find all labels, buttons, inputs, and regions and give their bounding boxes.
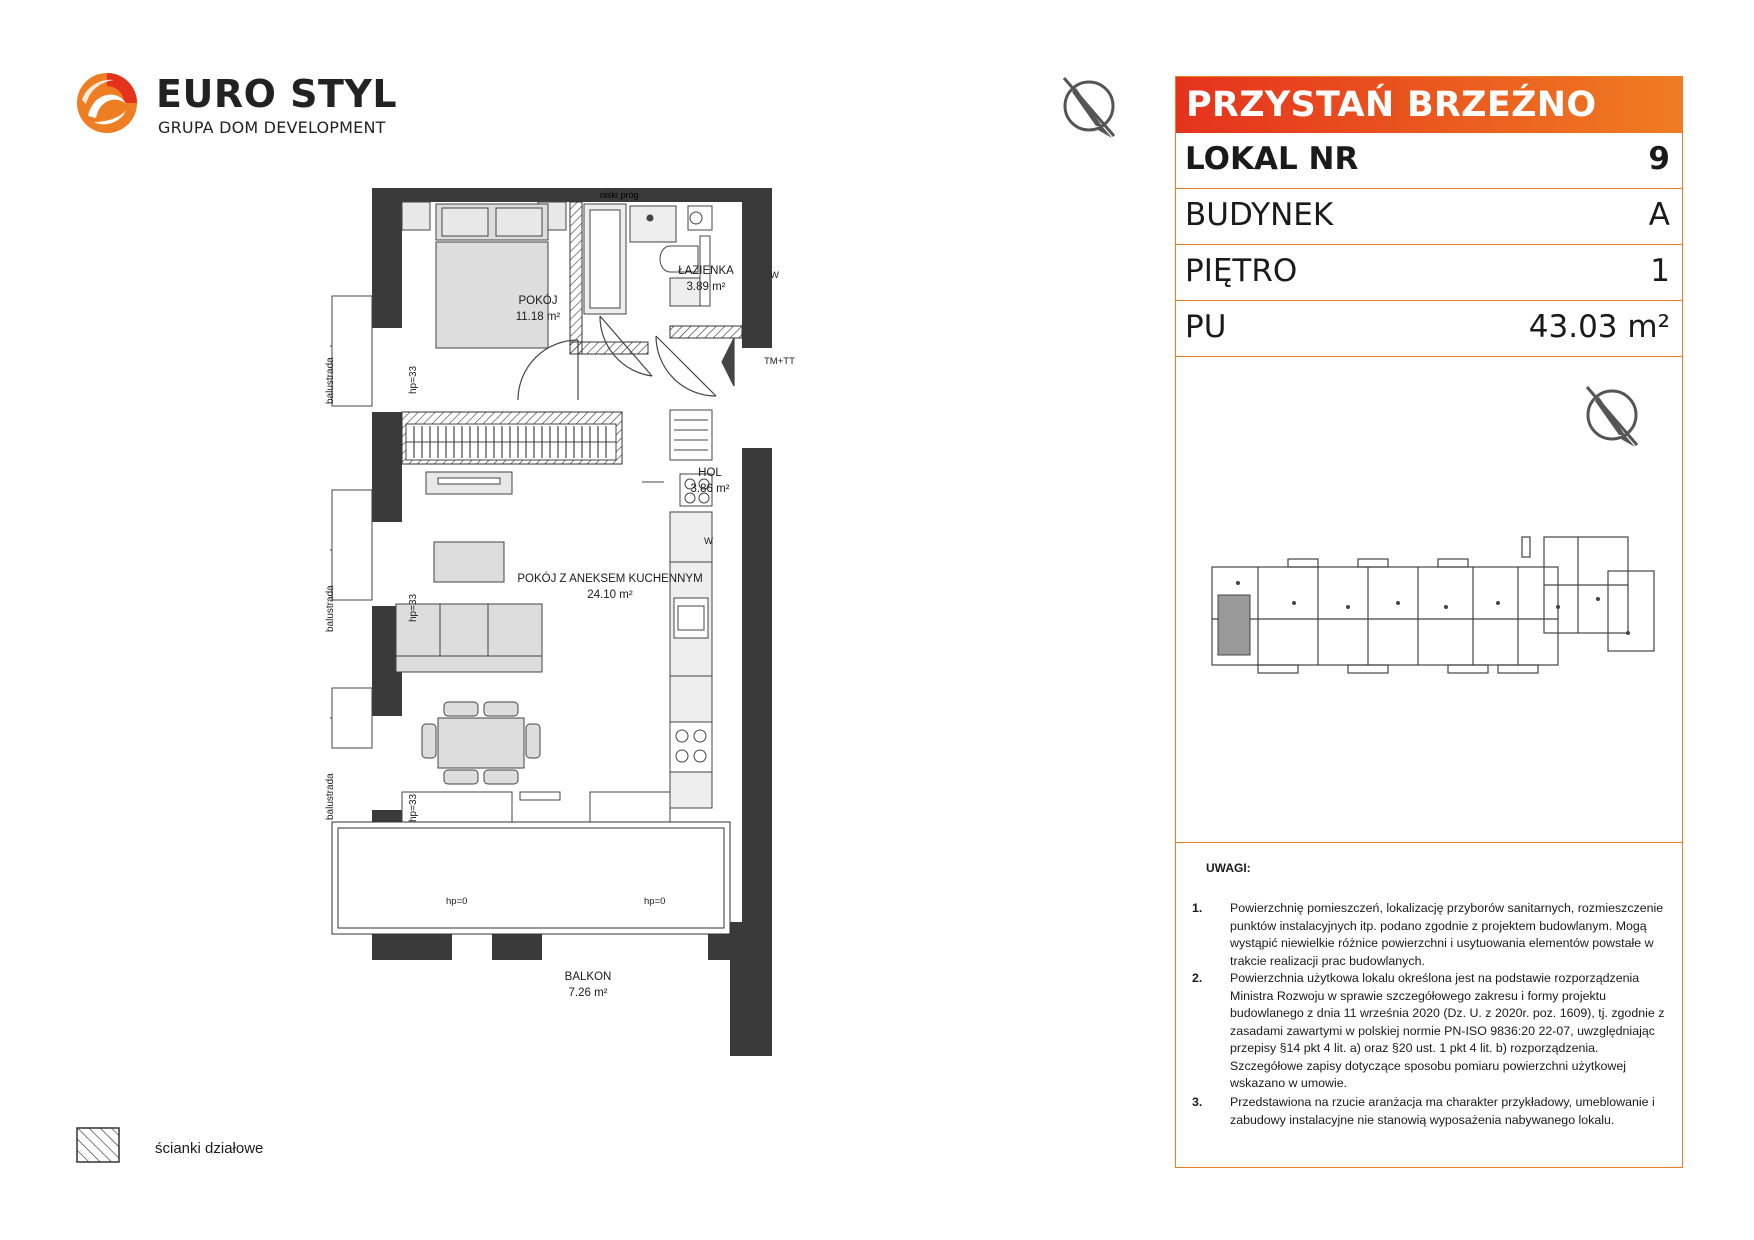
info-label: LOKAL NR	[1185, 141, 1359, 177]
room-area-lazienka: 3.89 m²	[686, 281, 726, 293]
note-number: 2.	[1192, 971, 1203, 985]
hp33-label-1: hp=33	[408, 365, 419, 394]
info-label: PIĘTRO	[1185, 253, 1298, 289]
room-name-pokoj: POKÓJ	[518, 295, 558, 307]
room-name-hol: HOL	[698, 467, 722, 479]
bed	[402, 202, 566, 348]
note-number: 1.	[1192, 901, 1203, 915]
info-row-budynek	[1176, 189, 1682, 245]
info-row-lokal	[1176, 133, 1682, 189]
living-furniture	[396, 472, 542, 784]
north-arrow-compass-icon	[1581, 379, 1643, 451]
info-value: 1	[1650, 253, 1670, 289]
brand-logo	[74, 70, 398, 140]
notes-title: UWAGI:	[1206, 861, 1251, 875]
hp33-label-2: hp=33	[408, 593, 419, 622]
info-row-pietro	[1176, 245, 1682, 301]
floor-plan	[330, 186, 830, 1056]
hp33-label-3: hp=33	[408, 793, 419, 822]
brand-tagline: GRUPA DOM DEVELOPMENT	[158, 118, 386, 137]
room-name-salon: POKÓJ Z ANEKSEM KUCHENNYM	[517, 573, 703, 585]
room-name-balkon: BALKON	[564, 971, 612, 983]
balustrada-label-2: balustrada	[325, 585, 336, 632]
info-divider	[1176, 842, 1682, 843]
note-text: Powierzchnię pomieszczeń, lokalizację przyborów sanitarnych, rozmieszczenie punktów instalacyjnych itp. podano zgodnie z projektem budowlanym. Mogą wystąpić niewielkie różnice powierzchni i usytuowania elementów powstałe w trakcie realizacji prac budowlanych.	[1230, 901, 1664, 968]
investment-name: PRZYSTAŃ BRZEŹNO	[1186, 85, 1597, 125]
note-number: 3.	[1192, 1095, 1203, 1109]
hp0-label-1: hp=0	[446, 896, 468, 907]
balustrada-label-3: balustrada	[325, 773, 336, 820]
info-value: 9	[1648, 141, 1670, 177]
legend-label: ścianki działowe	[155, 1140, 264, 1157]
w-label-hall: W	[704, 536, 713, 547]
note-text: Przedstawiona na rzucie aranżacja ma charakter przykładowy, umeblowanie i zabudowy instalacyjne nie stanowią wyposażenia nabywanego lokalu.	[1230, 1095, 1655, 1127]
tm-tt-label: TM+TT	[764, 356, 795, 367]
kitchen-counter	[670, 512, 712, 808]
room-area-pokoj: 11.18 m²	[515, 311, 561, 323]
room-area-balkon: 7.26 m²	[568, 987, 608, 999]
info-label: BUDYNEK	[1185, 197, 1334, 233]
wardrobe	[406, 424, 616, 460]
hp0-label-2: hp=0	[644, 896, 666, 907]
room-area-hol: 3.86 m²	[690, 483, 730, 495]
highlighted-unit	[1218, 595, 1250, 655]
balcony	[332, 822, 730, 934]
euro-styl-swirl-logo-icon	[74, 70, 140, 136]
balustrada-label-1: balustrada	[325, 357, 336, 404]
room-name-lazienka: ŁAZIENKA	[678, 265, 734, 277]
info-row-pu	[1176, 301, 1682, 357]
info-label: PU	[1185, 309, 1227, 345]
room-area-salon: 24.10 m²	[587, 589, 633, 601]
bathroom-fixtures	[584, 204, 712, 314]
hatched-partition-swatch-icon	[76, 1127, 120, 1163]
info-value: A	[1648, 197, 1670, 233]
note-text: Powierzchnia użytkowa lokalu określona jest na podstawie rozporządzenia Ministra Rozwoju w sprawie szczegółowego zakresu i formy projektu budowlanego z dnia 11 września 2020 (Dz. U. z 2020r. poz. 1609), tj. zgodnie z zasadami zawartymi w polskiej normie PN-ISO 9836:20 22-07, uwzględniając przepisy §14 pkt 4 lit. a) oraz §20 ust. 1 pkt 4 lit. b) rozporządzenia. Szczegółowe zapisy dotyczące sposobu pomiaru powierzchni użytkowej wskazano w umowie.	[1230, 971, 1665, 1090]
info-value: 43.03 m²	[1528, 309, 1670, 345]
w-label-bath: W	[770, 270, 779, 281]
investment-header	[1176, 77, 1682, 133]
niski-prog-label: niski próg	[600, 190, 639, 200]
north-arrow-compass-icon	[1058, 70, 1120, 142]
brand-name: EURO STYL	[156, 72, 398, 116]
building-key-plan	[1198, 533, 1658, 683]
